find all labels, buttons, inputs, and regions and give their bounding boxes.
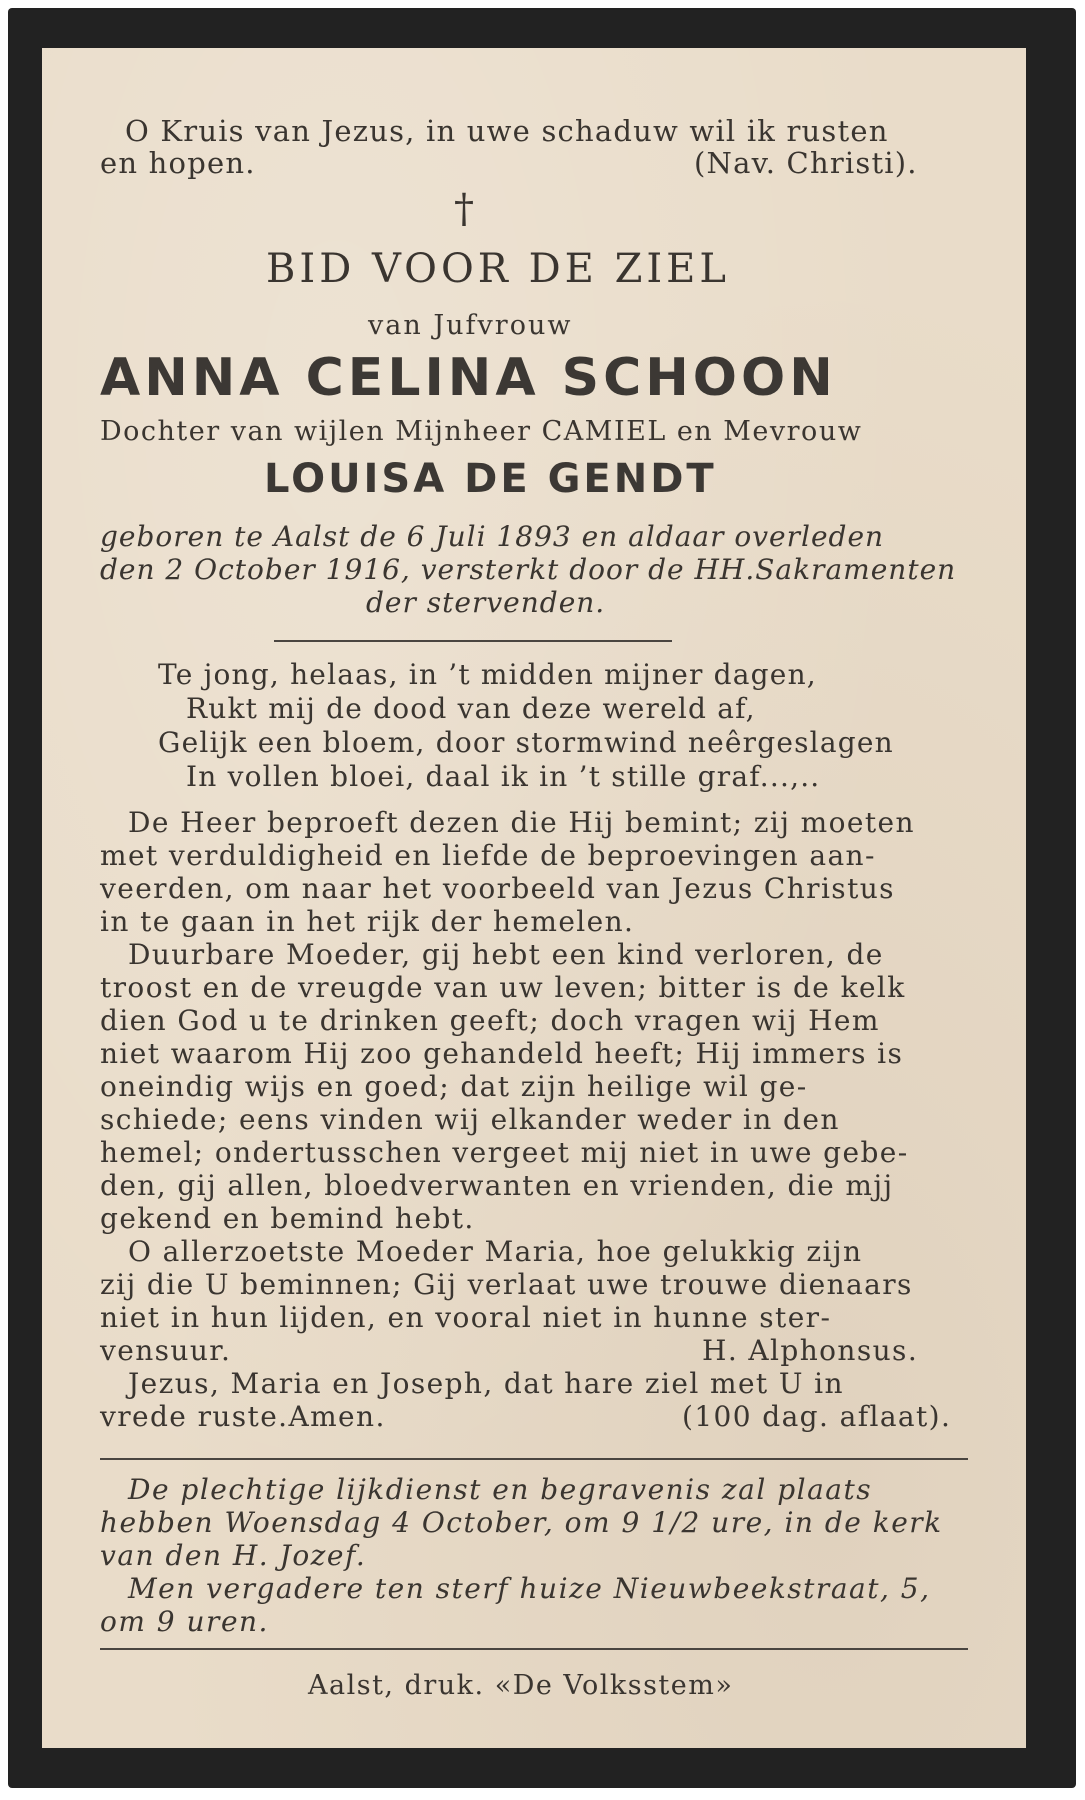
body-line: troost en de vreugde van uw leven; bitter is de kelk	[100, 971, 906, 1004]
funeral-line: om 9 uren.	[100, 1605, 269, 1638]
poem-line-4: In vollen bloei, daal ik in ’t stille graf...,..	[186, 760, 821, 793]
body-line: schiede; eens vinden wij elkander weder in den	[100, 1103, 840, 1136]
body-line: O allerzoetste Moeder Maria, hoe gelukkig zijn	[128, 1235, 863, 1268]
body-line: oneindig wijs en goed; dat zijn heilige wil ge-	[100, 1070, 808, 1103]
body-line: vensuur.	[100, 1334, 232, 1367]
body-line: niet waarom Hij zoo gehandeld heeft; Hij immers is	[100, 1037, 904, 1070]
poem-line-2: Rukt mij de dood van deze wereld af,	[186, 692, 756, 725]
body-line: veerden, om naar het voorbeeld van Jezus Christus	[100, 872, 895, 905]
body-line: den, gij allen, bloedverwanten en vrienden, die mjj	[100, 1169, 894, 1202]
body-line: De Heer beproeft dezen die Hij bemint; zij moeten	[128, 806, 915, 839]
epigraph-line-2: en hopen.	[100, 146, 256, 180]
body-line: niet in hun lijden, en vooral niet in hunne ster-	[100, 1301, 832, 1334]
divider-rule-2	[100, 1458, 968, 1460]
epigraph-line-1: O Kruis van Jezus, in uwe schaduw wil ik rusten	[125, 114, 889, 148]
mother-name: LOUISA DE GENDT	[264, 456, 717, 502]
divider-rule-3	[100, 1648, 968, 1650]
mourning-card-paper	[42, 48, 1026, 1748]
funeral-line: hebben Woensdag 4 October, om 9 1/2 ure, in de kerk	[100, 1506, 943, 1539]
alphonsus-attribution: H. Alphonsus.	[702, 1334, 919, 1367]
heading-bid: BID VOOR DE ZIEL	[266, 246, 730, 292]
deceased-name: ANNA CELINA SCHOON	[100, 348, 837, 408]
parents-line: Dochter van wijlen Mijnheer CAMIEL en Mevrouw	[100, 416, 863, 447]
divider-rule-1	[274, 640, 672, 642]
indulgence-note: (100 dag. aflaat).	[682, 1400, 952, 1433]
poem-line-3: Gelijk een bloem, door stormwind neêrgeslagen	[158, 726, 894, 759]
epigraph-source: (Nav. Christi).	[694, 146, 918, 180]
body-line: Duurbare Moeder, gij hebt een kind verloren, de	[128, 938, 884, 971]
body-line: vrede ruste.Amen.	[100, 1400, 386, 1433]
funeral-line: De plechtige lijkdienst en begravenis zal plaats	[128, 1473, 873, 1506]
birth-line-2: den 2 October 1916, versterkt door de HH.Sakramenten	[100, 553, 957, 586]
printer-imprint: Aalst, druk. «De Volksstem»	[308, 1670, 734, 1701]
heading-van: van Jufvrouw	[368, 310, 573, 341]
birth-line-1: geboren te Aalst de 6 Juli 1893 en aldaar overleden	[100, 520, 885, 553]
body-line: in te gaan in het rijk der hemelen.	[100, 905, 635, 938]
body-line: dien God u te drinken geeft; doch vragen wij Hem	[100, 1004, 880, 1037]
body-line: hemel; ondertusschen vergeet mij niet in uwe gebe-	[100, 1136, 909, 1169]
body-line: gekend en bemind hebt.	[100, 1202, 475, 1235]
funeral-line: Men vergadere ten sterf huize Nieuwbeekstraat, 5,	[128, 1572, 931, 1605]
cross-icon: †	[454, 186, 474, 232]
funeral-line: van den H. Jozef.	[100, 1539, 367, 1572]
body-line: met verduldigheid en liefde de beproevingen aan-	[100, 839, 876, 872]
body-line: zij die U beminnen; Gij verlaat uwe trouwe dienaars	[100, 1268, 913, 1301]
poem-line-1: Te jong, helaas, in ’t midden mijner dagen,	[158, 658, 817, 691]
birth-line-3: der stervenden.	[366, 586, 606, 619]
body-line: Jezus, Maria en Joseph, dat hare ziel met U in	[128, 1367, 844, 1400]
